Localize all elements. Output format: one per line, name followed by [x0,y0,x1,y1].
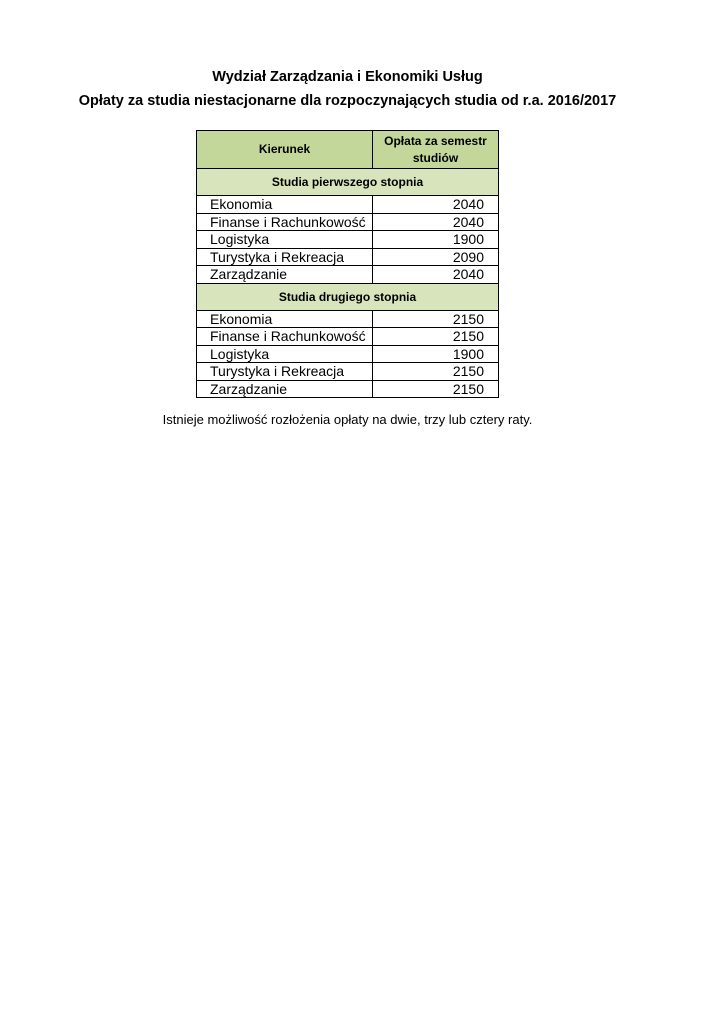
table-row [197,380,499,398]
program-fee: 2040 [373,196,499,214]
table-row [197,196,499,214]
program-fee: 1900 [373,345,499,363]
section-row [197,283,499,310]
table-header-row [197,131,499,169]
document-title: Wydział Zarządzania i Ekonomiki Usług [212,69,483,85]
program-name: Logistyka [197,231,373,249]
program-fee: 2090 [373,248,499,266]
program-fee: 1900 [373,231,499,249]
section-heading-first-degree: Studia pierwszego stopnia [197,169,499,196]
program-name: Logistyka [197,345,373,363]
program-name: Zarządzanie [197,380,373,398]
table-row [197,248,499,266]
program-name: Ekonomia [197,196,373,214]
program-name: Turystyka i Rekreacja [197,248,373,266]
program-name: Ekonomia [197,310,373,328]
installment-note: Istnieje możliwość rozłożenia opłaty na dwie, trzy lub cztery raty. [162,412,533,427]
program-fee: 2150 [373,310,499,328]
program-fee: 2150 [373,380,499,398]
section-row [197,169,499,196]
table-row [197,345,499,363]
program-fee: 2040 [373,266,499,284]
program-name: Turystyka i Rekreacja [197,363,373,381]
program-name: Finanse i Rachunkowość [197,213,373,231]
table-row [197,266,499,284]
table-row [197,310,499,328]
table-row [197,328,499,346]
column-header-kierunek: Kierunek [197,131,373,169]
program-fee: 2150 [373,363,499,381]
table-row [197,363,499,381]
program-name: Finanse i Rachunkowość [197,328,373,346]
document-subtitle: Opłaty za studia niestacjonarne dla rozpoczynających studia od r.a. 2016/2017 [78,93,617,109]
section-heading-second-degree: Studia drugiego stopnia [197,283,499,310]
table-row [197,231,499,249]
program-fee: 2040 [373,213,499,231]
table-row [197,213,499,231]
fees-table [196,130,499,398]
program-fee: 2150 [373,328,499,346]
column-header-fee: Opłata za semestr studiów [373,131,499,169]
program-name: Zarządzanie [197,266,373,284]
